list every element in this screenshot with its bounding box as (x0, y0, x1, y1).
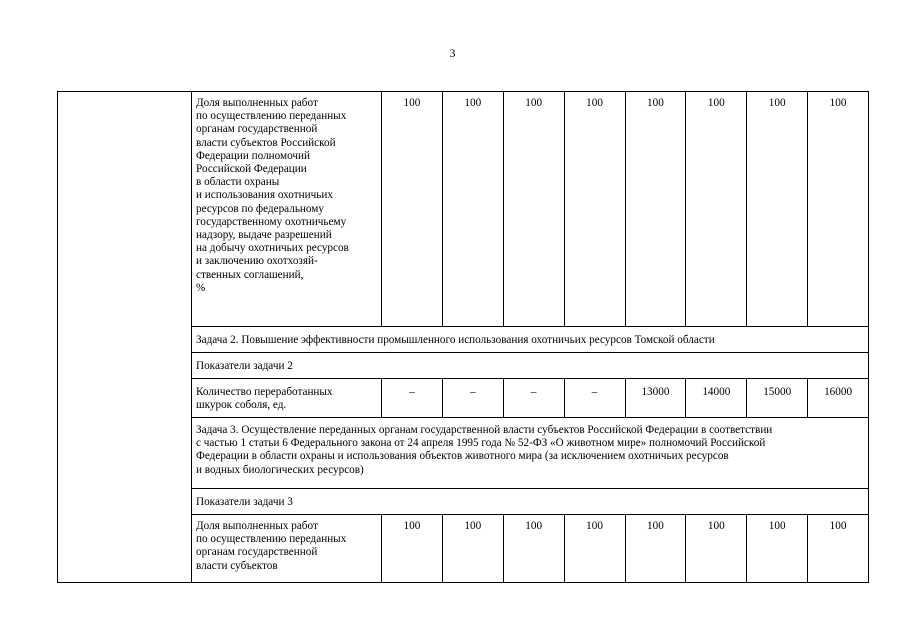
indicator-row (58, 92, 869, 327)
page-number: 3 (449, 46, 456, 60)
value-cell: 13000 (625, 379, 686, 418)
indicators-table (57, 91, 869, 583)
value-cell: – (442, 379, 503, 418)
value-cell: 100 (686, 92, 747, 327)
merged-left-cell (58, 92, 192, 583)
task-text: Задача 3. Осуществление переданных органам государственной власти субъектов Российской Федерации в соответствии с частью 1 статьи 6 Федерального закона от 24 апреля 1995 года № 52-ФЗ «О животном мире» полномочий Российской Федерации в области охраны и использования объектов животного мира (за исключением охотничьих ресурсов и водных биологических ресурсов) (192, 418, 869, 489)
value-cell: 100 (808, 92, 869, 327)
value-cell: – (382, 379, 443, 418)
value-cell: 100 (503, 92, 564, 327)
value-cell: 100 (625, 515, 686, 583)
value-cell: 100 (382, 92, 443, 327)
value-cell: 14000 (686, 379, 747, 418)
indicators-header: Показатели задачи 2 (192, 353, 869, 379)
indicator-label: Доля выполненных работ по осуществлению переданных органам государственной власти субъектов Российской Федерации полномочий Российской Федерации в области охраны и использования охотничьих ресурсов по федеральному государственному охотничьему надзору, выдаче разрешений на добычу охотничьих ресурсов и заключению охотхозяй- ственных соглашений, % (192, 92, 382, 327)
value-cell: 100 (808, 515, 869, 583)
value-cell: – (564, 379, 625, 418)
task-text: Задача 2. Повышение эффективности промышленного использования охотничьих ресурсов Томской области (192, 327, 869, 353)
value-cell: 100 (747, 92, 808, 327)
value-cell: 100 (442, 92, 503, 327)
value-cell: 15000 (747, 379, 808, 418)
value-cell: 16000 (808, 379, 869, 418)
value-cell: 100 (442, 515, 503, 583)
value-cell: 100 (686, 515, 747, 583)
value-cell: – (503, 379, 564, 418)
indicators-header: Показатели задачи 3 (192, 489, 869, 515)
value-cell: 100 (503, 515, 564, 583)
value-cell: 100 (625, 92, 686, 327)
value-cell: 100 (382, 515, 443, 583)
indicator-label: Количество переработанных шкурок соболя, ед. (192, 379, 382, 418)
value-cell: 100 (747, 515, 808, 583)
value-cell: 100 (564, 515, 625, 583)
value-cell: 100 (564, 92, 625, 327)
indicator-label: Доля выполненных работ по осуществлению переданных органам государственной власти субъектов (192, 515, 382, 583)
